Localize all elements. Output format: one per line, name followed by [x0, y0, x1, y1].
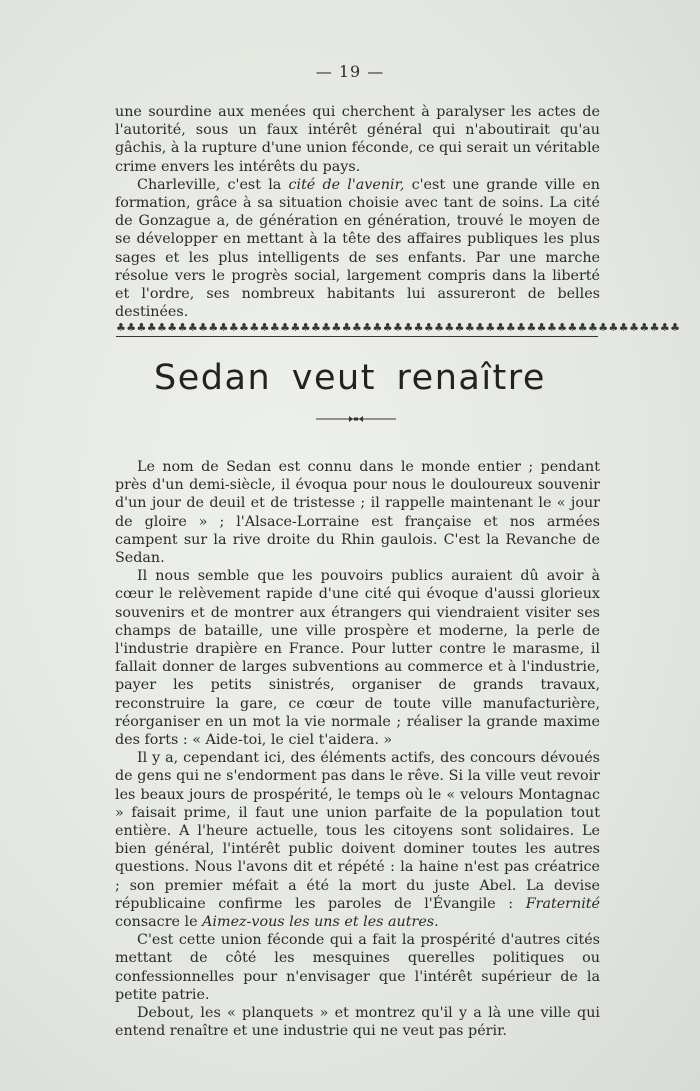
article-body [115, 458, 600, 1041]
ornamental-divider: ♣♣♣♣♣♣♣♣♣♣♣♣♣♣♣♣♣♣♣♣♣♣♣♣♣♣♣♣♣♣♣♣♣♣♣♣♣♣♣♣♣♣♣♣♣♣♣♣♣♣♣♣♣♣♣ [116, 322, 598, 338]
paragraph: une sourdine aux menées qui cherchent à paralyser les actes de l'autorité, sous un faux intérêt général qui n'aboutirait qu'au gâchis, à la rupture d'une union féconde, ce qui serait un véritable crime envers les intérêts du pays. [115, 104, 600, 175]
text-run: Il y a, cependant ici, des éléments actifs, des concours dévoués de gens qui ne s'endorment pas dans le rêve. Si la ville veut revoir les beaux jours de prospérité, le temps où le « velours Montagnac » faisait prime, il faut une union parfaite de la population tout entière. A l'heure actuelle, tous les citoyens sont solidaires. Le bien général, l'intérêt public doivent dominer toutes les autres questions. Nous l'avons dit et répété : la haine n'est pas créatrice ; son premier méfait a été la mort du juste Abel. La devise républicaine confirme les paroles de l'Évangile : [115, 750, 600, 912]
continued-text [115, 103, 600, 321]
title-flourish-divider [316, 414, 396, 424]
text-run: Charleville, c'est la [137, 176, 289, 193]
article-title: Sedan veut renaître [154, 358, 546, 398]
italic-text: cité de l'avenir, [288, 176, 405, 193]
italic-text: Aimez-vous les uns et les autres. [202, 914, 439, 931]
text-run: c'est une grande ville en formation, grâce à sa situation choisie avec tant de soins. La cité de Gonzague a, de génération en génération, trouvé le moyen de se développer en mettant à la tête des affaires publiques les plus sages et les plus intelligents de ses enfants. Par une marche résolue vers le progrès social, largement compris dans la liberté et l'ordre, ses nombreux habitants lui assureront de belles destinées. [115, 176, 600, 321]
paragraph: Il nous semble que les pouvoirs publics auraient dû avoir à cœur le relèvement rapide d'une cité qui évoque d'aussi glorieux souvenirs et de montrer aux étrangers qui viendraient visiter ses champs de bataille, une ville prospère et moderne, la perle de l'industrie drapière en France. Pour lutter contre le marasme, il fallait donner de larges subventions au commerce et à l'industrie, payer les petits sinistrés, organiser de grands travaux, reconstruire la gare, ce cœur de toute ville manufacturière, réorganiser en un mot la vie normale ; réaliser la grande maxime des forts : « Aide-toi, le ciel t'aidera. » [115, 568, 600, 749]
text-run: consacre le [115, 914, 203, 931]
paragraph: C'est cette union féconde qui a fait la prospérité d'autres cités mettant de côté les mesquines querelles politiques ou confessionnelles pour n'envisager que l'intérêt supérieur de la petite patrie. [115, 932, 600, 1003]
page-number: — 19 — [315, 62, 385, 81]
paragraph [115, 749, 600, 931]
paragraph [115, 176, 600, 322]
paragraph: Le nom de Sedan est connu dans le monde entier ; pendant près d'un demi-siècle, il évoqua pour nous le douloureux souvenir d'un jour de deuil et de tristesse ; il rappelle maintenant le « jour de gloire » ; l'Alsace-Lorraine est française et nos armées campent sur la rive droite du Rhin gaulois. C'est la Revanche de Sedan. [115, 459, 600, 567]
paragraph: Debout, les « planquets » et montrez qu'il y a là une ville qui entend renaître et une industrie qui ne veut pas périr. [115, 1005, 600, 1040]
italic-text: Fraternité [525, 895, 600, 912]
